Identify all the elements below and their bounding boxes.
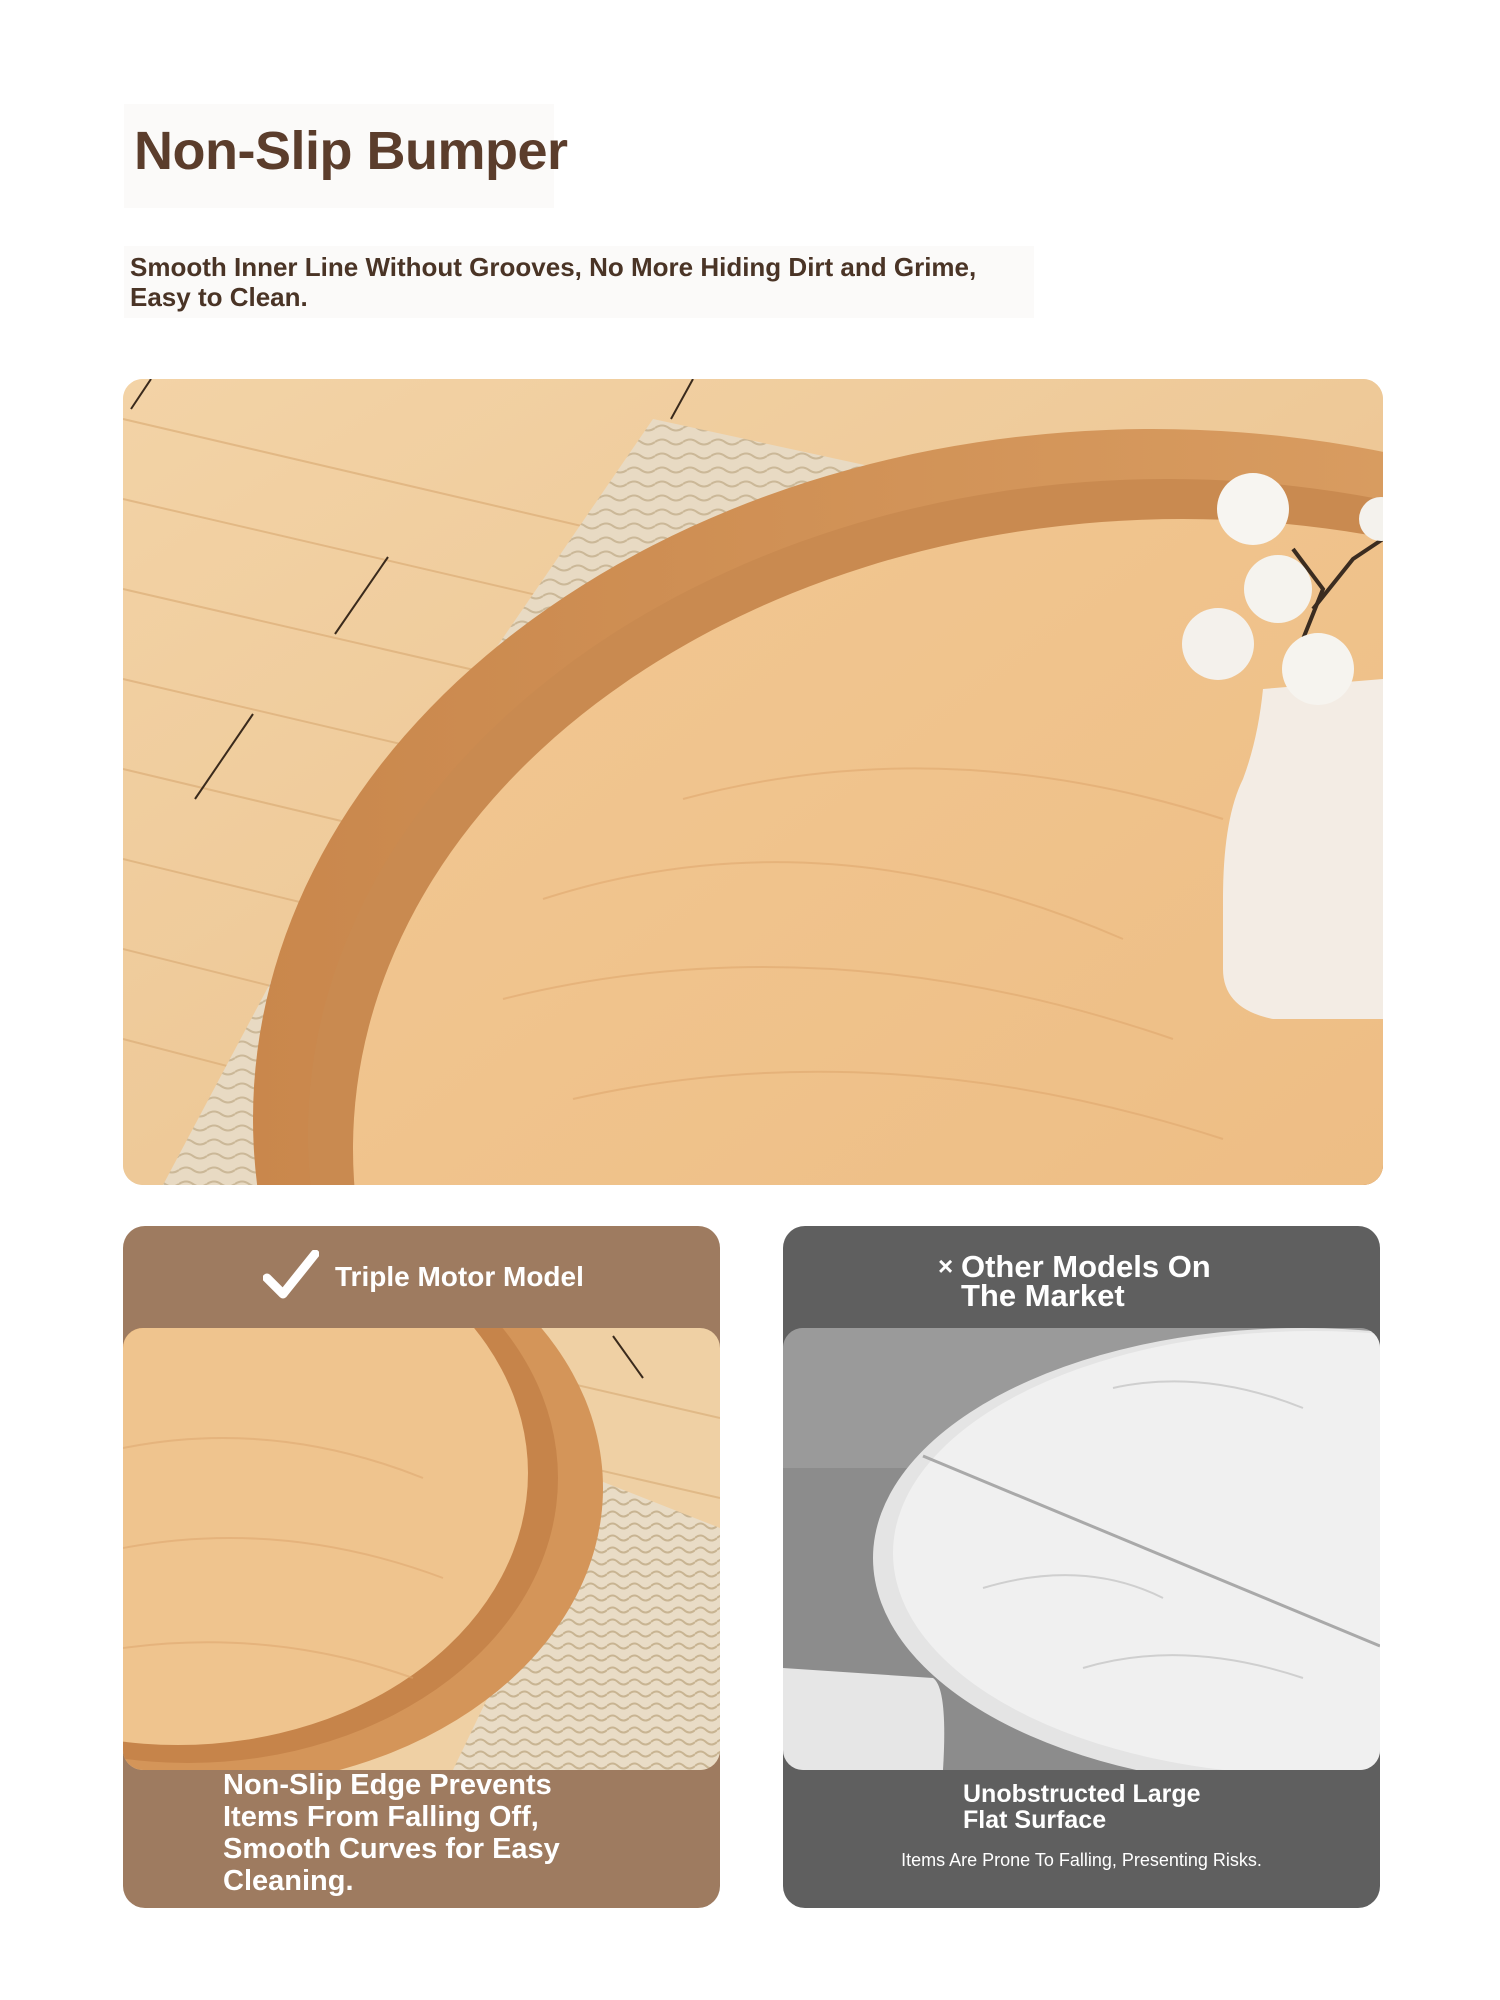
caption-ours-line-3: Smooth Curves for Easy	[223, 1833, 560, 1865]
title-others-line-2: The Market	[961, 1278, 1125, 1313]
title-others-line-1: Other Models On	[961, 1249, 1211, 1284]
check-icon	[263, 1250, 319, 1300]
comparison-card-ours	[123, 1226, 720, 1908]
card-caption-others	[963, 1781, 1323, 1833]
comparison-card-others	[783, 1226, 1380, 1908]
cross-icon: ×	[938, 1251, 954, 1281]
card-header-ours	[123, 1226, 720, 1328]
card-photo-others	[783, 1328, 1380, 1770]
card-title-others	[961, 1249, 1211, 1313]
hero-tabletop-photo	[123, 379, 1383, 1185]
caption-ours-line-1: Non-Slip Edge Prevents	[223, 1769, 552, 1801]
card-title-ours: Triple Motor Model	[335, 1261, 584, 1292]
subtitle-line-2: Easy to Clean.	[130, 282, 308, 312]
tabletop-illustration	[123, 379, 1383, 1185]
caption-others-line-2: Flat Surface	[963, 1806, 1107, 1834]
subtitle-line-1: Smooth Inner Line Without Grooves, No More Hiding Dirt and Grime,	[130, 252, 977, 282]
card-note-others: Items Are Prone To Falling, Presenting Risks.	[901, 1850, 1262, 1870]
page-title: Non-Slip Bumper	[134, 121, 568, 181]
card-photo-ours	[123, 1328, 720, 1770]
caption-ours-line-4: Cleaning.	[223, 1865, 354, 1897]
page-subtitle	[130, 252, 1030, 312]
caption-others-line-1: Unobstructed Large	[963, 1780, 1201, 1808]
marble-table-illustration	[783, 1328, 1380, 1770]
card-header-others	[783, 1226, 1380, 1328]
wooden-edge-illustration	[123, 1328, 720, 1770]
card-caption-ours	[223, 1769, 623, 1897]
caption-ours-line-2: Items From Falling Off,	[223, 1801, 539, 1833]
